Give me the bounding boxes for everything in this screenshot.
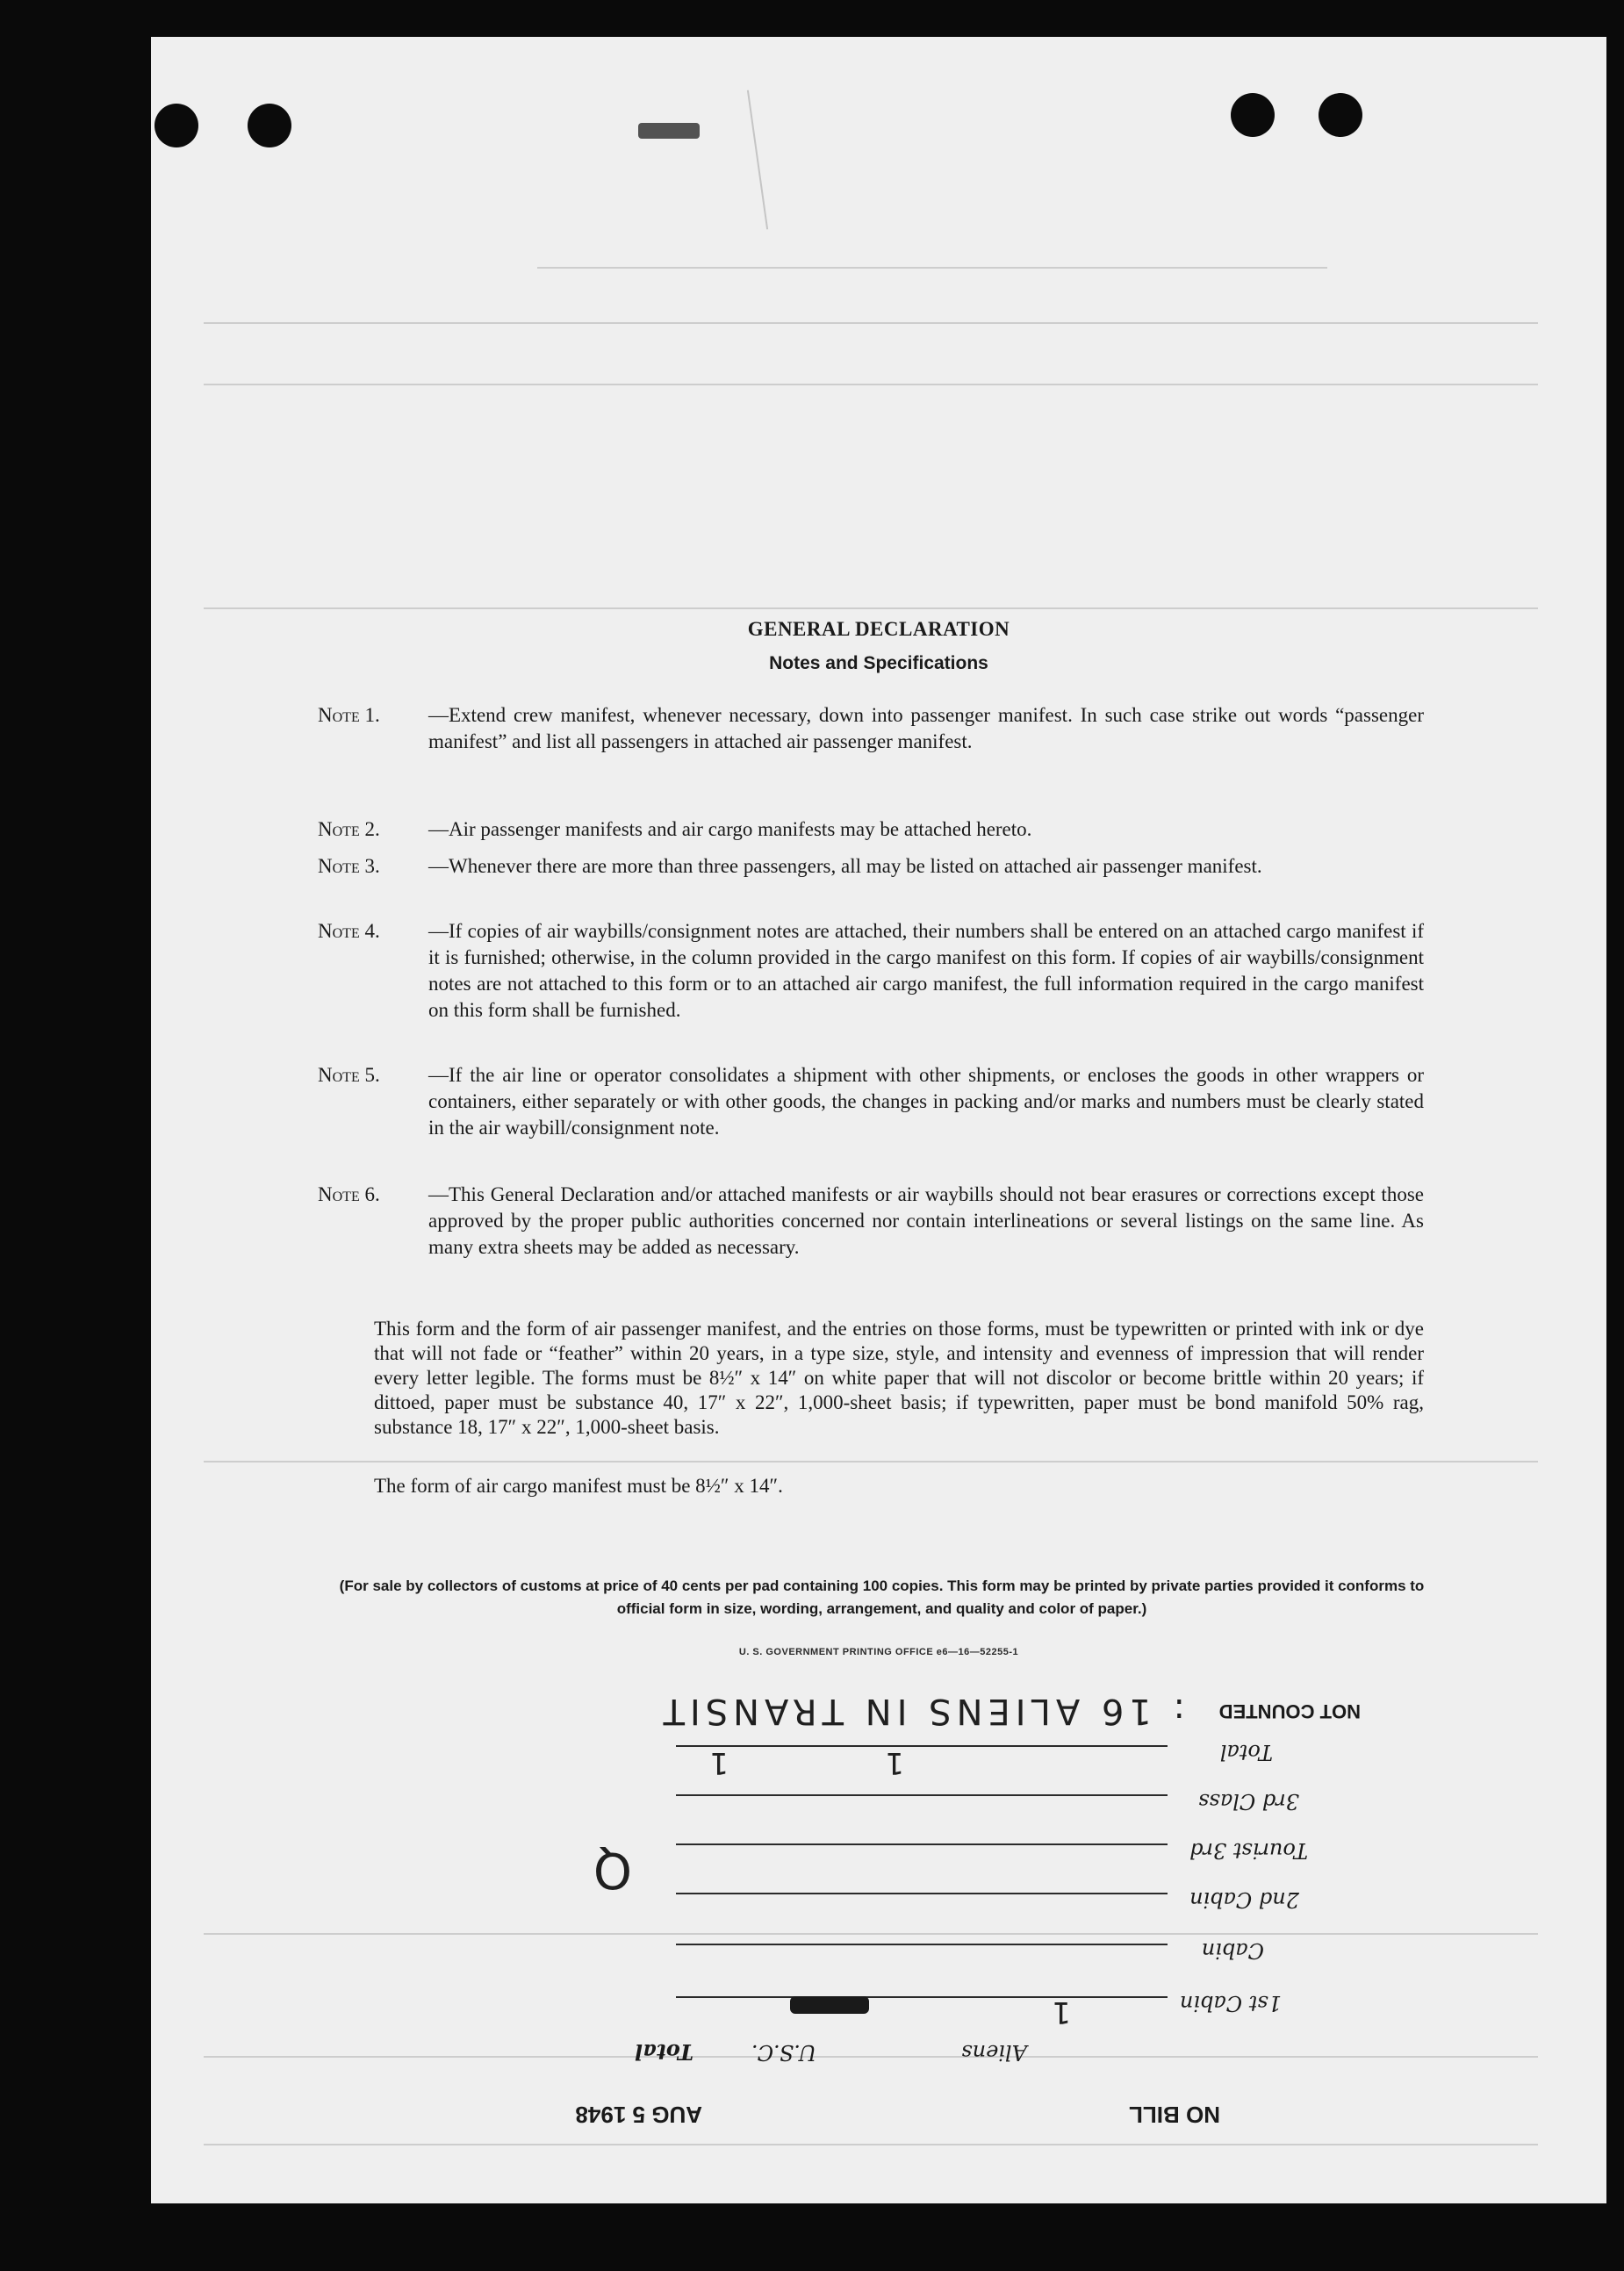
note-3 [318, 853, 1424, 880]
punch-hole-left-2 [248, 104, 291, 147]
row-line [676, 1794, 1168, 1796]
handwritten-transit-note: : 16 ALIENS IN TRANSIT [658, 1691, 1185, 1731]
bleed-line [537, 267, 1327, 269]
handwritten-tally: 1 [704, 1745, 729, 1780]
bleed-line [204, 607, 1538, 609]
row-2nd-cabin: 2nd Cabin [1189, 1887, 1299, 1912]
note-text: —Extend crew manifest, whenever necessary, down into passenger manifest. In such case strike out words “passenger manifest” and list all passengers in attached air passenger manifest. [428, 704, 1424, 752]
column-aliens: Aliens [961, 2040, 1027, 2065]
form-specification-paragraph [325, 1317, 1424, 1440]
row-line [676, 1996, 1168, 1998]
row-line [676, 1893, 1168, 1894]
bleed-line [204, 322, 1538, 324]
row-line [676, 1843, 1168, 1845]
tear-line [747, 90, 768, 230]
row-1st-cabin: 1st Cabin [1179, 1991, 1282, 2016]
row-total: Total [1219, 1740, 1273, 1764]
handwritten-tally: 1 [1046, 1994, 1071, 2030]
no-bill-stamp: NO BILL [1129, 2102, 1220, 2128]
paper-sheet [151, 37, 1606, 2203]
bleed-line [204, 384, 1538, 385]
note-text: —If copies of air waybills/consignment notes are attached, their numbers shall be entered on an attached cargo manifest if it is furnished; otherwise, in the column provided in the cargo manifest on this form. If copies of air waybills/consignment notes are not attached to this form or to an attached air cargo manifest, the full information required in the cargo manifest on this form shall be furnished. [428, 920, 1424, 1021]
column-total: Total [635, 2039, 693, 2065]
note-label: Note 2. [318, 818, 380, 840]
note-label: Note 1. [318, 704, 380, 726]
punch-hole-left [154, 104, 198, 147]
inverted-stamp-block [151, 1670, 1606, 2161]
handwritten-tally: 1 [880, 1745, 904, 1780]
document-title: GENERAL DECLARATION [747, 618, 1010, 640]
punch-hole-right-2 [1319, 93, 1362, 137]
column-usc: U.S.C. [751, 2040, 816, 2065]
note-6 [318, 1182, 1424, 1261]
ink-blot [790, 1996, 869, 2014]
row-3rd-class: 3rd Class [1198, 1789, 1299, 1814]
note-text: —If the air line or operator consolidates a shipment with other shipments, or encloses the goods in other wrappers or containers, either separately or with other goods, the changes in packing and/or marks and numbers must be clearly stated in the air waybill/consignment note. [428, 1064, 1424, 1139]
row-line [676, 1944, 1168, 1945]
row-cabin: Cabin [1201, 1938, 1264, 1963]
note-1 [318, 702, 1424, 755]
sale-note: (For sale by collectors of customs at price of 40 cents per pad containing 100 copies. This form may be printed by private parties provided it conforms to official form in size, wording, arrangement, and quality and color of paper.) [339, 1577, 1425, 1617]
ink-smudge [638, 123, 700, 139]
note-label: Note 3. [318, 855, 380, 877]
note-label: Note 6. [318, 1183, 380, 1205]
note-5 [318, 1062, 1424, 1141]
note-2 [318, 816, 1424, 843]
row-line [676, 1745, 1168, 1747]
printing-office-line: U. S. GOVERNMENT PRINTING OFFICE e6—16—52255-1 [738, 1647, 1019, 1657]
note-label: Note 5. [318, 1064, 380, 1086]
handwritten-circle-mark: Q [587, 1841, 632, 1898]
date-stamp: AUG 5 1948 [575, 2102, 702, 2128]
note-4 [318, 918, 1424, 1024]
note-label: Note 4. [318, 920, 380, 942]
not-counted-label: NOT COUNTED [1218, 1700, 1361, 1722]
note-text: —This General Declaration and/or attached manifests or air waybills should not bear erasures or corrections except those approved by the proper public authorities concerned nor contain interlineations or several listings on the same line. As many extra sheets may be added as necessary. [428, 1183, 1424, 1258]
note-text: —Whenever there are more than three passengers, all may be listed on attached air passenger manifest. [428, 855, 1262, 877]
row-tourist-3rd: Tourist 3rd [1189, 1838, 1308, 1863]
note-text: —Air passenger manifests and air cargo manifests may be attached hereto. [428, 818, 1032, 840]
punch-hole-right [1231, 93, 1275, 137]
document-subtitle: Notes and Specifications [769, 653, 988, 673]
form-specification-text: This form and the form of air passenger manifest, and the entries on those forms, must be typewritten or printed with ink or dye that will not fade or “feather” within 20 years, in a type size, style, and intensity and evenness of impression that will render every letter legible. The forms must be 8½″ x 14″ on white paper that will not discolor or become brittle within 20 years; if dittoed, paper must be substance 40, 17″ x 22″, 1,000-sheet basis; if typewritten, paper must be bond manifold 50% rag, substance 18, 17″ x 22″, 1,000-sheet basis. [374, 1318, 1424, 1438]
bleed-line [204, 1461, 1538, 1462]
cargo-manifest-specification: The form of air cargo manifest must be 8½″ x 14″. [374, 1475, 783, 1497]
